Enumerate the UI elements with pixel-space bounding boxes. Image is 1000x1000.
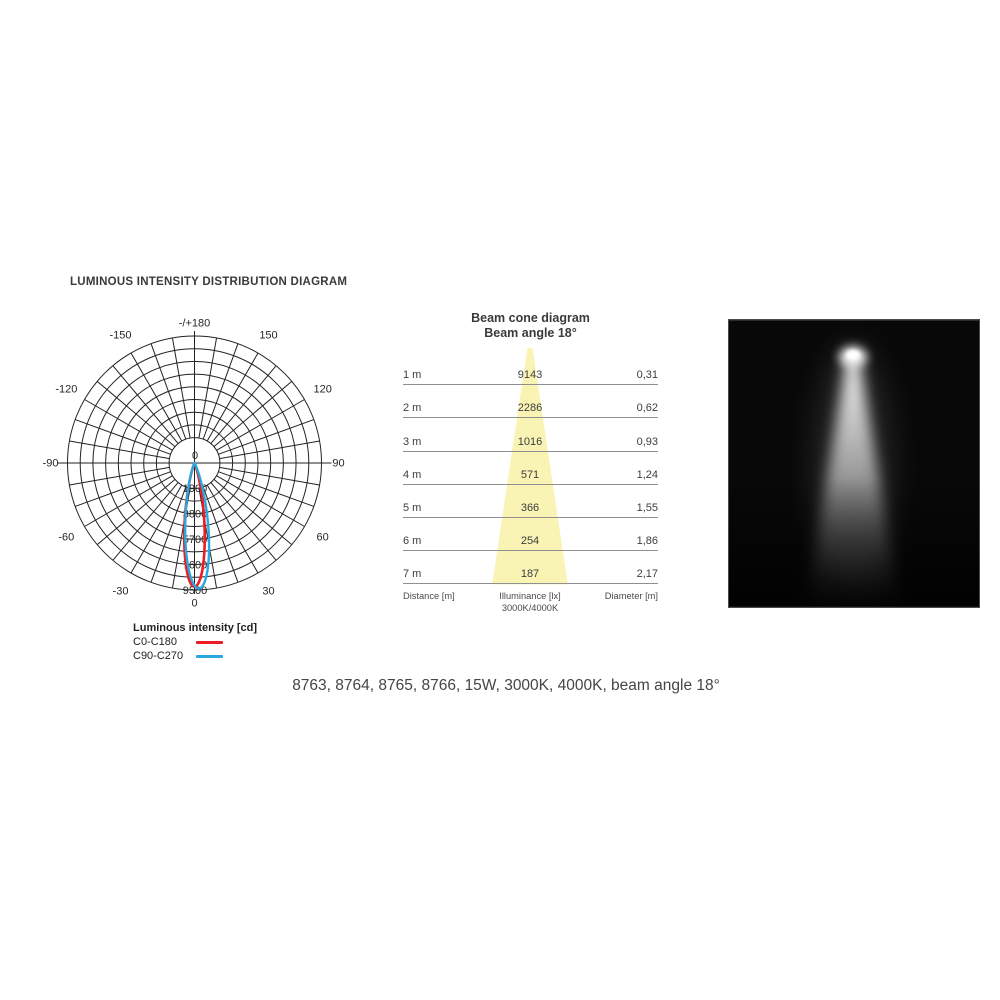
beam-cone-title: [403, 311, 658, 340]
footer-distance-label: Distance [m]: [403, 591, 455, 601]
photo-bottom-fade: [729, 320, 979, 607]
polar-spoke: [220, 441, 320, 459]
diameter-cell: 0,62: [636, 402, 658, 415]
beam-table-row: [403, 352, 658, 385]
polar-spoke: [69, 441, 169, 459]
polar-radial-label: 9500: [182, 584, 208, 597]
legend-label-c0: C0-C180: [133, 636, 178, 648]
footer-illuminance-line2: 3000K/4000K: [501, 602, 559, 613]
distance-cell: 3 m: [403, 435, 422, 448]
beam-table-row: [403, 518, 658, 551]
beam-photo: [728, 319, 980, 608]
illuminance-cell: 2286: [517, 402, 543, 415]
beam-table-row: [403, 452, 658, 485]
polar-legend: [133, 622, 257, 663]
diameter-cell: 0,93: [636, 435, 658, 448]
polar-angle-label: 150: [259, 329, 278, 342]
beam-cone-title-line2: Beam angle 18°: [484, 325, 577, 340]
polar-spoke: [151, 487, 186, 582]
polar-radial-label: 1900: [182, 483, 208, 496]
polar-radial-label: 0: [191, 450, 199, 462]
distance-cell: 6 m: [403, 535, 422, 548]
polar-spoke: [75, 420, 170, 455]
polar-radial-label: 7600: [182, 559, 208, 572]
polar-angle-label: -120: [55, 383, 78, 396]
diameter-cell: 1,24: [636, 468, 658, 481]
polar-spoke: [199, 338, 217, 438]
illuminance-cell: 366: [520, 501, 540, 514]
beam-table-row: [403, 485, 658, 518]
polar-spoke: [218, 472, 313, 507]
polar-angle-label: -90: [42, 457, 59, 470]
distance-cell: 2 m: [403, 402, 422, 415]
legend-swatch-red: [196, 641, 223, 644]
polar-radial-label: 5700: [182, 534, 208, 546]
legend-entry-c0: [133, 636, 257, 650]
polar-radial-label: 3800: [182, 508, 208, 521]
distance-cell: 4 m: [403, 468, 422, 481]
polar-angle-label: -30: [112, 585, 129, 598]
polar-angle-label: -/+180: [178, 317, 211, 330]
illuminance-cell: 9143: [517, 369, 543, 382]
footer-diameter-label: Diameter [m]: [604, 591, 658, 601]
polar-angle-label: -150: [109, 329, 132, 342]
polar-angle-label: -60: [58, 531, 75, 544]
illuminance-cell: 571: [520, 468, 540, 481]
distance-cell: 7 m: [403, 568, 422, 581]
polar-spoke: [69, 467, 169, 485]
illuminance-cell: 1016: [517, 435, 543, 448]
diameter-cell: 1,55: [636, 501, 658, 514]
legend-entry-c90: [133, 650, 257, 664]
polar-intensity-chart: [25, 313, 365, 618]
illuminance-cell: 187: [520, 568, 540, 581]
polar-angle-label: 0: [191, 597, 198, 610]
diameter-cell: 1,86: [636, 535, 658, 548]
legend-swatch-blue: [196, 655, 223, 658]
legend-label-c90: C90-C270: [133, 649, 184, 662]
polar-spoke: [220, 467, 320, 485]
product-caption: 8763, 8764, 8765, 8766, 15W, 3000K, 4000K, beam angle 18°: [292, 677, 720, 694]
polar-angle-label: 120: [313, 383, 332, 396]
beam-cone-diagram: [403, 307, 658, 627]
page-title: LUMINOUS INTENSITY DISTRIBUTION DIAGRAM: [70, 276, 348, 288]
distance-cell: 5 m: [403, 501, 422, 514]
legend-title: Luminous intensity [cd]: [133, 622, 258, 634]
illuminance-cell: 254: [520, 535, 540, 548]
polar-spoke: [151, 344, 186, 439]
beam-cone-table: [403, 352, 658, 584]
diameter-cell: 2,17: [636, 568, 658, 581]
polar-spoke: [218, 420, 313, 455]
polar-angle-label: 90: [332, 457, 345, 470]
polar-spoke: [172, 338, 190, 438]
distance-cell: 1 m: [403, 369, 422, 382]
footer-illuminance-line1: Illuminance [lx]: [499, 591, 561, 601]
footer-illuminance-label: [499, 591, 561, 614]
beam-table-row: [403, 385, 658, 418]
beam-table-row: [403, 551, 658, 584]
polar-angle-label: 60: [316, 531, 329, 544]
diameter-cell: 0,31: [636, 369, 658, 382]
polar-spoke: [203, 344, 238, 439]
beam-table-row: [403, 418, 658, 451]
polar-spoke: [75, 472, 170, 507]
beam-cone-title-line1: Beam cone diagram: [471, 311, 590, 325]
polar-angle-label: 30: [262, 585, 275, 598]
